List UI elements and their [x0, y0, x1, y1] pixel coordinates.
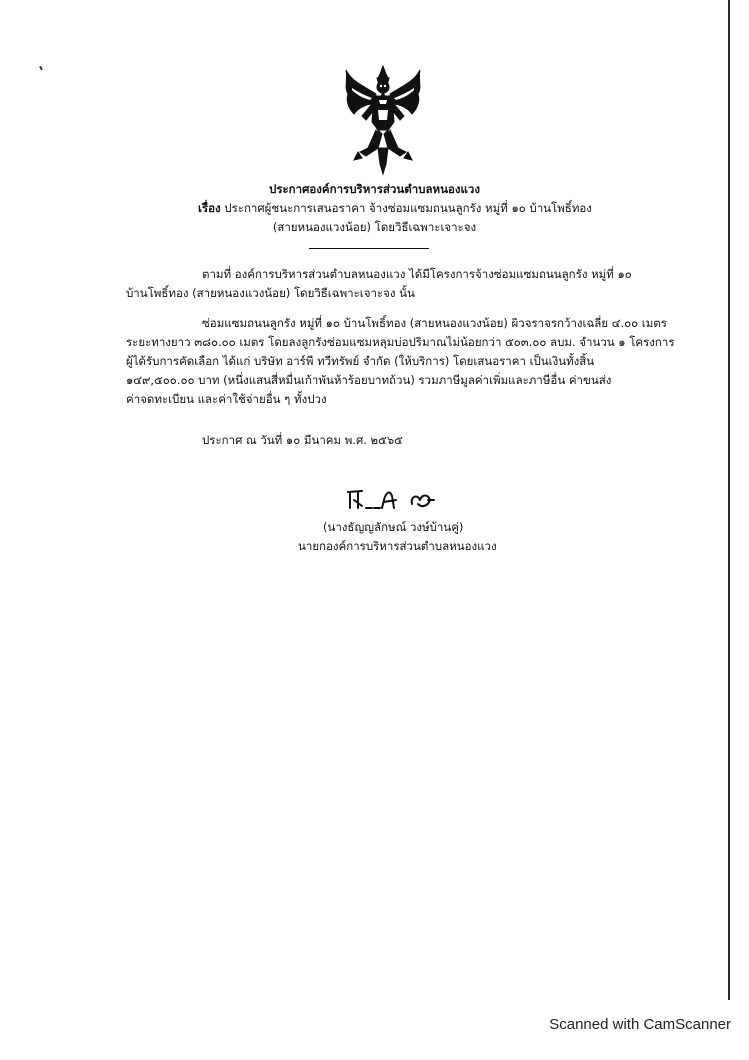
subject-line	[198, 200, 592, 216]
subject-text: ประกาศผู้ชนะการเสนอราคา จ้างซ่อมแซมถนนลูกรัง หมู่ที่ ๑๐ บ้านโพธิ์ทอง	[224, 201, 592, 215]
signatory-name: (นางธัญญลักษณ์ วงษ์บ้านคู่)	[323, 520, 464, 534]
paragraph-1-line-1: ตามที่ องค์การบริหารส่วนตำบลหนองแวง ได้มีโครงการจ้างซ่อมแซมถนนลูกรัง หมู่ที่ ๑๐	[202, 267, 632, 281]
paragraph-2-line-4: ๑๔๙,๕๐๐.๐๐ บาท (หนึ่งแสนสี่หมื่นเก้าพันห้าร้อยบาทถ้วน) รวมภาษีมูลค่าเพิ่มและภาษีอื่น ค่าขนส่ง	[126, 373, 612, 387]
announcement-date: ประกาศ ณ วันที่ ๑๐ มีนาคม พ.ศ. ๒๕๖๕	[202, 433, 403, 447]
signatory-position: นายกองค์การบริหารส่วนตำบลหนองแวง	[298, 539, 497, 553]
announcement-title: ประกาศองค์การบริหารส่วนตำบลหนองแวง	[269, 182, 480, 196]
handwritten-signature-icon	[340, 486, 445, 516]
title-divider	[309, 248, 429, 249]
paragraph-2-line-2: ระยะทางยาว ๓๘๐.๐๐ เมตร โดยลงลูกรังซ่อมแซมหลุมบ่อปริมาณไม่น้อยกว่า ๕๐๓.๐๐ ลบม. จำนวน ๑ โครงการ	[126, 335, 675, 349]
paragraph-2-line-1: ซ่อมแซมถนนลูกรัง หมู่ที่ ๑๐ บ้านโพธิ์ทอง (สายหนองแวงน้อย) ผิวจราจรกว้างเฉลี่ย ๔.๐๐ เมตร	[202, 316, 667, 330]
paragraph-2-line-5: ค่าจดทะเบียน และค่าใช้จ่ายอื่น ๆ ทั้งปวง	[126, 392, 327, 406]
scanner-watermark: Scanned with CamScanner	[549, 1016, 731, 1033]
paragraph-2-line-3: ผู้ได้รับการคัดเลือก ได้แก่ บริษัท อาร์พี ทวีทรัพย์ จำกัด (ให้บริการ) โดยเสนอราคา เป็นเงินทั้งสิ้น	[126, 354, 595, 368]
garuda-emblem-icon	[342, 64, 424, 176]
paragraph-1-line-2: บ้านโพธิ์ทอง (สายหนองแวงน้อย) โดยวิธีเฉพาะเจาะจง นั้น	[126, 286, 415, 300]
scan-speck	[39, 66, 43, 70]
subject-line-2: (สายหนองแวงน้อย) โดยวิธีเฉพาะเจาะจง	[272, 220, 477, 234]
subject-label: เรื่อง	[198, 201, 221, 215]
